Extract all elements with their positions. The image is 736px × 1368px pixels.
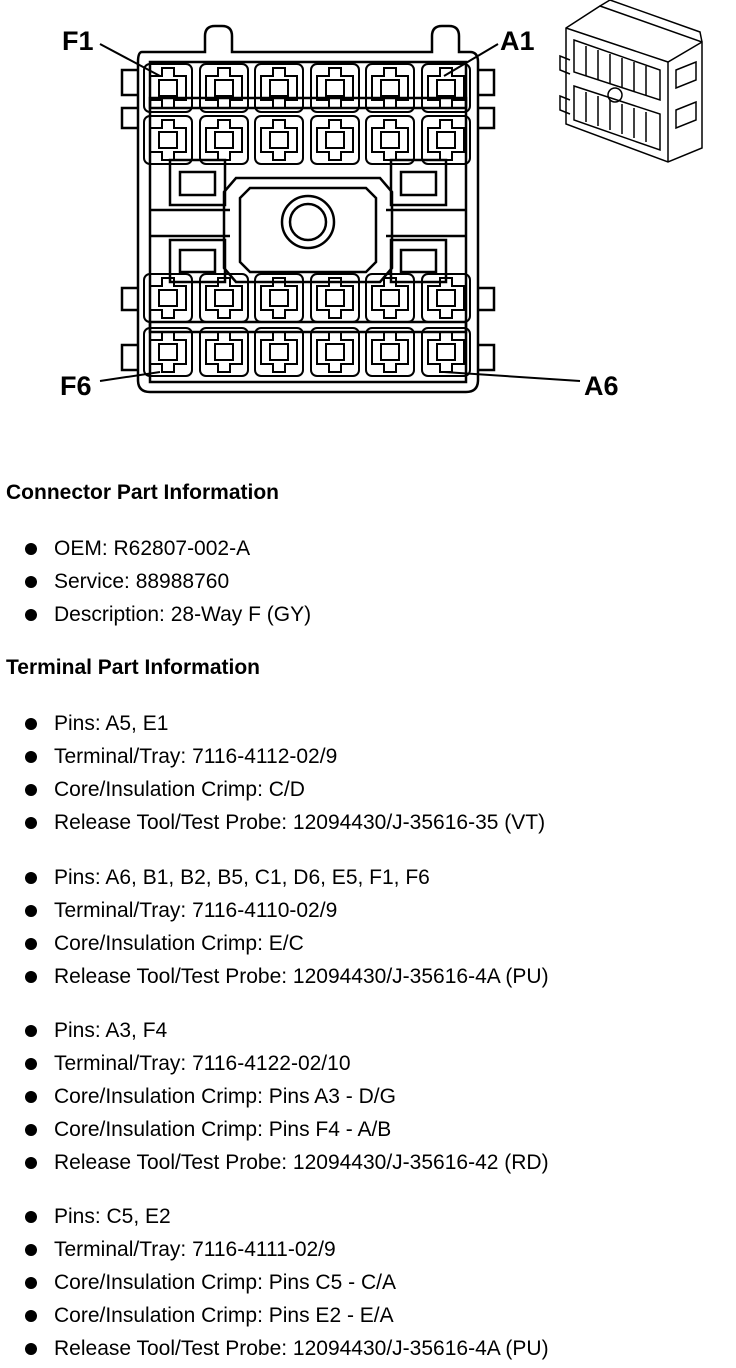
list-item: Core/Insulation Crimp: Pins F4 - A/B	[0, 1113, 549, 1146]
terminal-cavity	[311, 328, 359, 376]
terminal-group-1	[0, 707, 545, 839]
list-item: Pins: A5, E1	[0, 707, 545, 740]
connector-part-info-list	[0, 532, 311, 631]
list-item: Terminal/Tray: 7116-4112-02/9	[0, 740, 545, 773]
list-item: Core/Insulation Crimp: E/C	[0, 927, 549, 960]
terminal-cavity	[422, 116, 470, 164]
list-item: Service: 88988760	[0, 565, 311, 598]
terminal-cavities	[144, 64, 470, 376]
terminal-cavity	[366, 64, 414, 112]
terminal-group-3	[0, 1014, 549, 1179]
list-item: Release Tool/Test Probe: 12094430/J-35616-42 (RD)	[0, 1146, 549, 1179]
terminal-cavity	[311, 116, 359, 164]
list-item: OEM: R62807-002-A	[0, 532, 311, 565]
list-item: Pins: A6, B1, B2, B5, C1, D6, E5, F1, F6	[0, 861, 549, 894]
list-item: Pins: C5, E2	[0, 1200, 549, 1233]
list-item: Release Tool/Test Probe: 12094430/J-35616-35 (VT)	[0, 806, 545, 839]
connector-diagram	[0, 0, 736, 420]
label-f1: F1	[62, 26, 94, 56]
list-item: Pins: A3, F4	[0, 1014, 549, 1047]
terminal-cavity	[422, 64, 470, 112]
list-item: Core/Insulation Crimp: Pins A3 - D/G	[0, 1080, 549, 1113]
terminal-cavity	[311, 64, 359, 112]
terminal-cavity	[200, 116, 248, 164]
terminal-cavity	[200, 328, 248, 376]
terminal-cavity	[366, 328, 414, 376]
terminal-cavity	[200, 64, 248, 112]
list-item: Description: 28-Way F (GY)	[0, 598, 311, 631]
list-item: Release Tool/Test Probe: 12094430/J-35616-4A (PU)	[0, 1332, 549, 1365]
terminal-group-2	[0, 861, 549, 993]
list-item: Release Tool/Test Probe: 12094430/J-35616-4A (PU)	[0, 960, 549, 993]
list-item: Terminal/Tray: 7116-4122-02/10	[0, 1047, 549, 1080]
terminal-cavity	[255, 328, 303, 376]
terminal-cavity	[255, 116, 303, 164]
list-item: Core/Insulation Crimp: C/D	[0, 773, 545, 806]
terminal-group-4	[0, 1200, 549, 1365]
list-item: Terminal/Tray: 7116-4110-02/9	[0, 894, 549, 927]
connector-part-info-title: Connector Part Information	[6, 481, 280, 504]
label-f6: F6	[60, 371, 92, 401]
terminal-cavity	[255, 64, 303, 112]
list-item: Terminal/Tray: 7116-4111-02/9	[0, 1233, 549, 1266]
label-a1: A1	[500, 26, 535, 56]
connector-3d-view	[560, 0, 702, 162]
terminal-cavity	[422, 328, 470, 376]
list-item: Core/Insulation Crimp: Pins C5 - C/A	[0, 1266, 549, 1299]
terminal-part-info-title: Terminal Part Information	[6, 656, 260, 679]
terminal-cavity	[366, 116, 414, 164]
leader-lines	[100, 44, 580, 381]
list-item: Core/Insulation Crimp: Pins E2 - E/A	[0, 1299, 549, 1332]
label-a6: A6	[584, 371, 619, 401]
